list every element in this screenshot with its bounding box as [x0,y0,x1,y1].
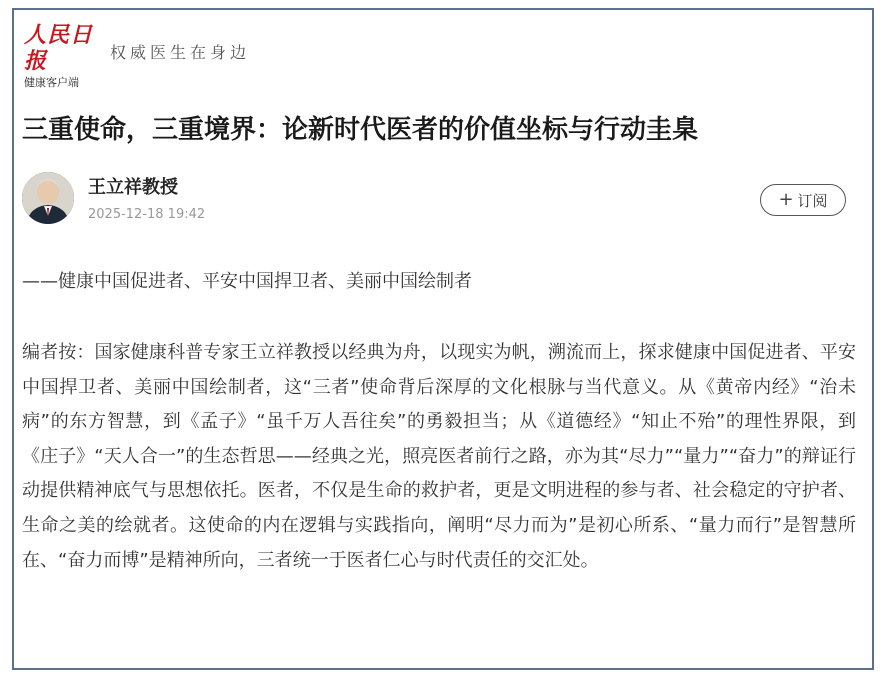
logo-subtitle: 健康客户端 [24,76,79,89]
logo-name: 人民日报 [24,22,94,74]
avatar-portrait-icon [22,172,74,224]
subscribe-button[interactable] [760,184,846,216]
subscribe-label: 订阅 [797,191,828,210]
masthead [24,22,251,89]
post-timestamp: 2025-12-18 19:42 [88,207,206,222]
editor-note-paragraph: 编者按：国家健康科普专家王立祥教授以经典为舟，以现实为帆，溯流而上，探求健康中国促进者、平安中国捍卫者、美丽中国绘制者，这“三者”使命背后深厚的文化根脉与当代意义。从《黄帝内经》“治未病”的东方智慧，到《孟子》“虽千万人吾往矣”的勇毅担当；从《道德经》“知止不殆”的理性界限，到《庄子》“天人合一”的生态哲思——经典之光，照亮医者前行之路，亦为其“尽力”“量力”“奋力”的辩证行动提供精神底气与思想依托。医者，不仅是生命的救护者，更是文明进程的参与者、社会稳定的守护者、生命之美的绘就者。这使命的内在逻辑与实践指向，阐明“尽力而为”是初心所系、“量力而行”是智慧所在、“奋力而博”是精神所向，三者统一于医者仁心与时代责任的交汇处。 [22,342,856,571]
author-row [22,172,852,232]
author-name[interactable]: 王立祥教授 [88,177,178,198]
tagline: 权威医生在身边 [110,43,251,62]
author-avatar[interactable] [22,172,74,224]
article-title: 三重使命，三重境界：论新时代医者的价值坐标与行动圭臬 [22,115,699,145]
plus-icon: + [778,189,794,210]
article-subtitle: ——健康中国促进者、平安中国捍卫者、美丽中国绘制者 [22,271,472,292]
app-logo[interactable] [24,22,100,89]
